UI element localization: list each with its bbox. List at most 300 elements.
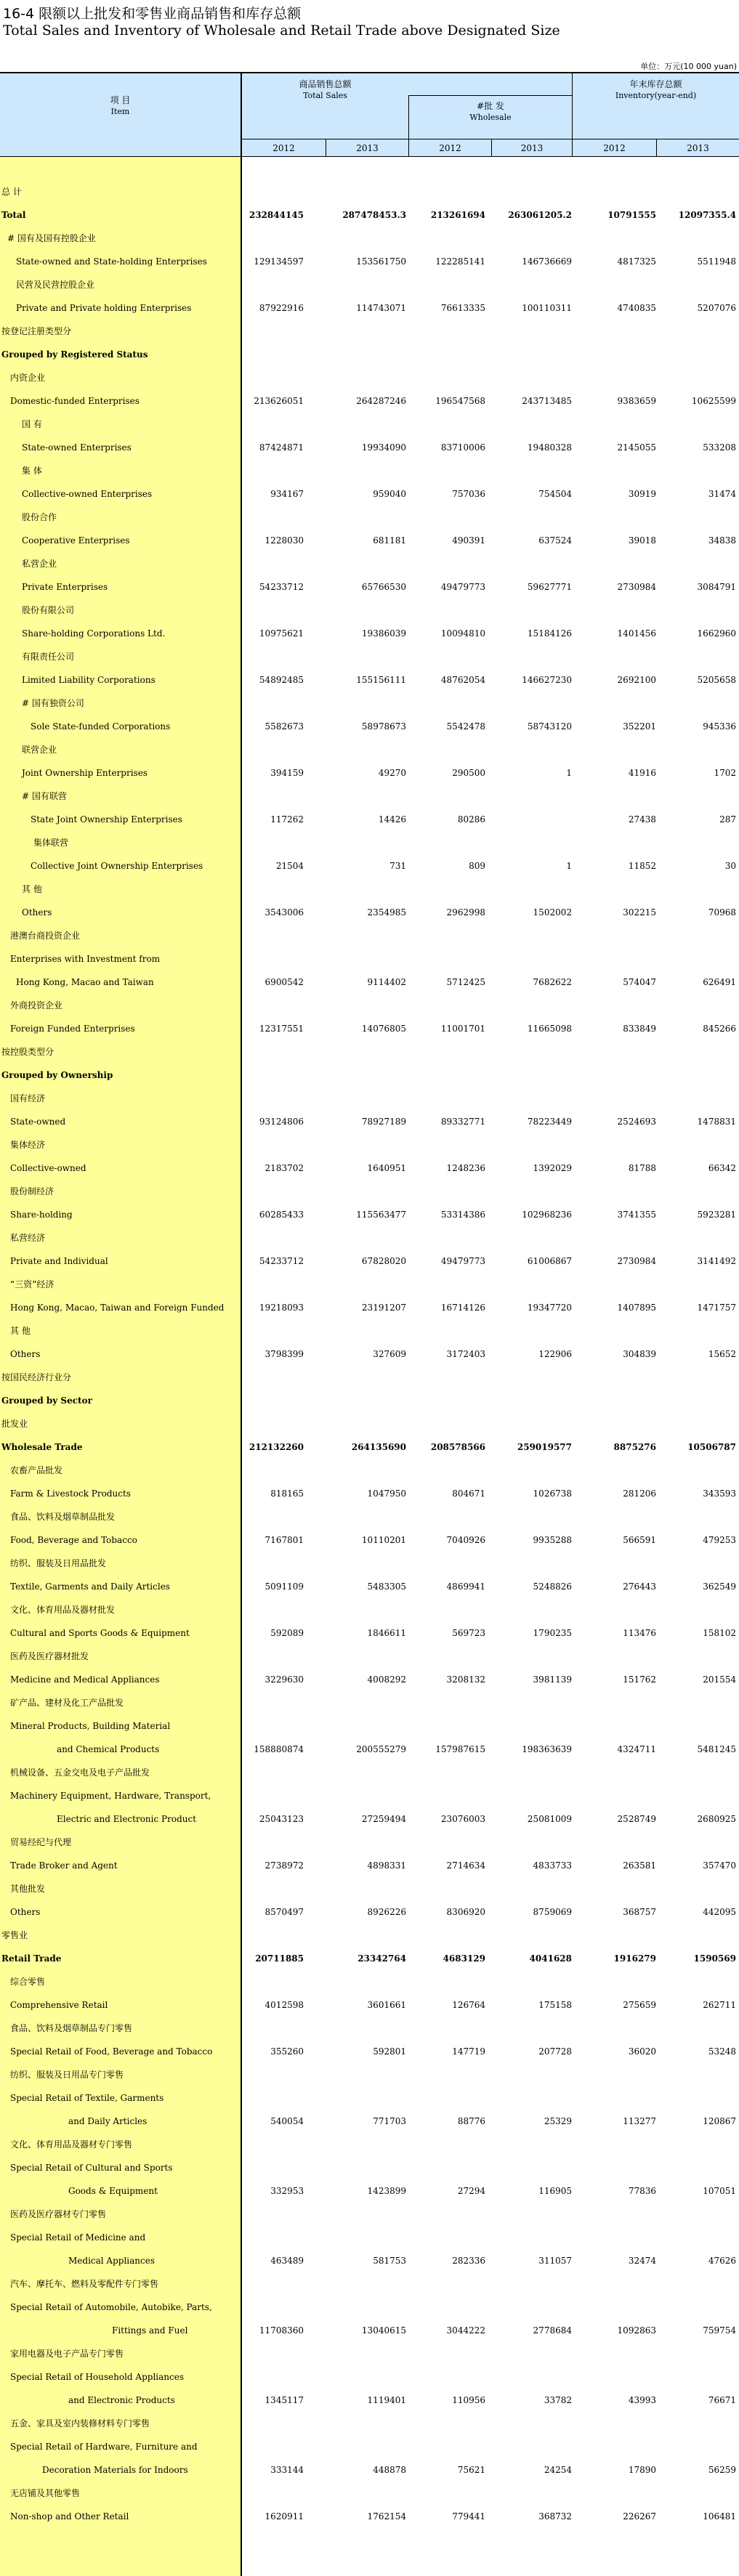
table-row bbox=[0, 324, 739, 339]
value-cell: 1702 bbox=[714, 768, 736, 778]
table-row bbox=[0, 1114, 739, 1129]
table-row bbox=[0, 2323, 739, 2338]
row-label: Electric and Electronic Product bbox=[57, 1814, 197, 1824]
table-row bbox=[0, 1045, 739, 1059]
table-row bbox=[0, 1254, 739, 1268]
row-label: # 国有联营 bbox=[22, 791, 67, 801]
value-cell: 11852 bbox=[628, 861, 656, 871]
value-cell: 1047950 bbox=[367, 1489, 406, 1499]
value-cell: 5091109 bbox=[264, 1581, 304, 1592]
row-label: 食品、饮料及烟草制品批发 bbox=[10, 1512, 116, 1522]
value-cell: 731 bbox=[389, 861, 406, 871]
value-cell: 58978673 bbox=[361, 721, 406, 732]
table-row bbox=[0, 1277, 739, 1292]
table-row bbox=[0, 533, 739, 548]
table-row bbox=[0, 626, 739, 641]
table-row bbox=[0, 231, 739, 246]
row-label: 总 计 bbox=[1, 187, 22, 197]
value-cell: 757036 bbox=[452, 489, 485, 499]
value-cell: 1092863 bbox=[617, 2325, 656, 2336]
value-cell: 14426 bbox=[378, 814, 406, 825]
value-cell: 3084791 bbox=[697, 582, 736, 592]
table-row bbox=[0, 1184, 739, 1199]
row-label: 有限责任公司 bbox=[22, 652, 75, 662]
value-cell: 566591 bbox=[623, 1535, 656, 1545]
row-label: 汽车、摩托车、燃料及零配件专门零售 bbox=[10, 2279, 159, 2289]
value-cell: 681181 bbox=[373, 535, 406, 546]
value-cell: 10791555 bbox=[607, 210, 656, 220]
row-label: 股份合作 bbox=[22, 512, 57, 522]
value-cell: 290500 bbox=[452, 768, 485, 778]
table-row bbox=[0, 1603, 739, 1617]
value-cell: 34838 bbox=[708, 535, 736, 546]
value-cell: 10975621 bbox=[259, 628, 304, 639]
value-cell: 759754 bbox=[703, 2325, 736, 2336]
row-label: 集 体 bbox=[22, 466, 42, 476]
table-header bbox=[0, 72, 739, 157]
value-cell: 25329 bbox=[544, 2116, 572, 2126]
value-cell: 463489 bbox=[270, 2256, 304, 2266]
value-cell: 1392029 bbox=[533, 1163, 572, 1173]
value-cell: 153561750 bbox=[356, 256, 406, 267]
value-cell: 80286 bbox=[457, 814, 485, 825]
value-cell: 332953 bbox=[270, 2186, 304, 2196]
value-cell: 1471757 bbox=[697, 1303, 736, 1313]
value-cell: 1502002 bbox=[533, 907, 572, 918]
table-row bbox=[0, 603, 739, 617]
value-cell: 10110201 bbox=[361, 1535, 406, 1545]
value-cell: 76671 bbox=[708, 2395, 736, 2405]
row-label: Trade Broker and Agent bbox=[10, 1860, 118, 1871]
row-label: and Electronic Products bbox=[68, 2395, 175, 2405]
value-cell: 592801 bbox=[373, 2046, 406, 2057]
value-cell: 110956 bbox=[452, 2395, 485, 2405]
value-cell: 83710006 bbox=[440, 442, 485, 453]
row-label: Private and Individual bbox=[10, 1256, 108, 1266]
value-cell: 59627771 bbox=[527, 582, 572, 592]
row-label: Mineral Products, Building Material bbox=[10, 1721, 171, 1731]
row-label: 外商投资企业 bbox=[10, 1000, 63, 1010]
table-row bbox=[0, 417, 739, 432]
value-cell: 60285433 bbox=[259, 1210, 304, 1220]
row-label: Special Retail of Automobile, Autobike, Parts, bbox=[10, 2302, 212, 2312]
value-cell: 146736669 bbox=[522, 256, 572, 267]
value-cell: 4869941 bbox=[446, 1581, 485, 1592]
table-row bbox=[0, 1463, 739, 1478]
table-row bbox=[0, 1696, 739, 1710]
value-cell: 3229630 bbox=[264, 1674, 304, 1685]
table-row bbox=[0, 2044, 739, 2059]
table-row bbox=[0, 510, 739, 524]
value-cell: 7682622 bbox=[533, 977, 572, 987]
value-cell: 394159 bbox=[270, 768, 304, 778]
row-label: Cooperative Enterprises bbox=[22, 535, 130, 546]
value-cell: 75621 bbox=[457, 2465, 485, 2475]
value-cell: 1026738 bbox=[533, 1489, 572, 1499]
value-cell: 15184126 bbox=[527, 628, 572, 639]
value-cell: 276443 bbox=[623, 1581, 656, 1592]
value-cell: 5205658 bbox=[697, 675, 736, 685]
row-label: Textile, Garments and Daily Articles bbox=[10, 1581, 170, 1592]
table-row bbox=[0, 2230, 739, 2245]
value-cell: 4833733 bbox=[533, 1860, 572, 1871]
row-label: Farm & Livestock Products bbox=[10, 1489, 131, 1499]
table-row bbox=[0, 556, 739, 571]
table-title-zh: 16-4 限额以上批发和零售业商品销售和库存总额 bbox=[3, 6, 302, 22]
row-label: 医药及医疗器材批发 bbox=[10, 1651, 89, 1661]
table-row bbox=[0, 1672, 739, 1687]
value-cell: 146627230 bbox=[522, 675, 572, 685]
value-cell: 352201 bbox=[623, 721, 656, 732]
value-cell: 23191207 bbox=[361, 1303, 406, 1313]
row-label: Domestic-funded Enterprises bbox=[10, 396, 140, 406]
value-cell: 275659 bbox=[623, 2000, 656, 2010]
row-label: State-owned Enterprises bbox=[22, 442, 132, 453]
value-cell: 8570497 bbox=[264, 1907, 304, 1917]
value-cell: 25043123 bbox=[259, 1814, 304, 1824]
value-cell: 8306920 bbox=[446, 1907, 485, 1917]
row-label: Hong Kong, Macao and Taiwan bbox=[16, 977, 154, 987]
row-label: Enterprises with Investment from bbox=[10, 954, 161, 964]
value-cell: 20711885 bbox=[255, 1953, 304, 1964]
value-cell: 2692100 bbox=[617, 675, 656, 685]
value-cell: 16714126 bbox=[440, 1303, 485, 1313]
row-label: State-owned bbox=[10, 1117, 66, 1127]
table-row bbox=[0, 2509, 739, 2524]
row-label: Special Retail of Medicine and bbox=[10, 2232, 146, 2243]
value-cell: 49479773 bbox=[440, 1256, 485, 1266]
row-label: 纺织、服装及日用品专门零售 bbox=[10, 2070, 124, 2080]
value-cell: 5542478 bbox=[446, 721, 485, 732]
table-row bbox=[0, 1649, 739, 1664]
row-label: 零售业 bbox=[1, 1930, 28, 1940]
value-cell: 1478831 bbox=[697, 1117, 736, 1127]
row-label: 国 有 bbox=[22, 419, 42, 429]
table-row bbox=[0, 2137, 739, 2152]
value-cell: 2354985 bbox=[367, 907, 406, 918]
value-cell: 2962998 bbox=[446, 907, 485, 918]
row-label: Grouped by Registered Status bbox=[1, 349, 148, 360]
value-cell: 107051 bbox=[703, 2186, 736, 2196]
row-label: 文化、体育用品及器材批发 bbox=[10, 1605, 116, 1615]
row-label: Others bbox=[10, 1349, 41, 1359]
row-label: 内资企业 bbox=[10, 373, 46, 383]
value-cell: 4817325 bbox=[617, 256, 656, 267]
value-cell: 21504 bbox=[275, 861, 304, 871]
value-cell: 7040926 bbox=[446, 1535, 485, 1545]
row-label: 民营及民营控股企业 bbox=[16, 280, 95, 290]
table-row bbox=[0, 1998, 739, 2012]
row-label: Medicine and Medical Appliances bbox=[10, 1674, 160, 1685]
value-cell: 1228030 bbox=[264, 535, 304, 546]
table-row bbox=[0, 1533, 739, 1547]
table-row bbox=[0, 278, 739, 292]
table-row bbox=[0, 2463, 739, 2477]
row-label: State-owned and State-holding Enterprises bbox=[16, 256, 207, 267]
value-cell: 117262 bbox=[270, 814, 304, 825]
value-cell: 115563477 bbox=[356, 1210, 406, 1220]
value-cell: 1 bbox=[566, 768, 572, 778]
value-cell: 8875276 bbox=[613, 1442, 656, 1452]
row-label: 医药及医疗器材专门零售 bbox=[10, 2209, 107, 2219]
value-cell: 637524 bbox=[538, 535, 572, 546]
table-row bbox=[0, 1091, 739, 1106]
table-row bbox=[0, 463, 739, 478]
value-cell: 93124806 bbox=[259, 1117, 304, 1127]
value-cell: 2730984 bbox=[617, 582, 656, 592]
value-cell: 4740835 bbox=[617, 303, 656, 313]
header-item: 项 目 Item bbox=[110, 95, 131, 116]
value-cell: 14076805 bbox=[361, 1024, 406, 1034]
row-label: 其 他 bbox=[10, 1326, 31, 1336]
value-cell: 754504 bbox=[538, 489, 572, 499]
row-label: Food, Beverage and Tobacco bbox=[10, 1535, 137, 1545]
table-row bbox=[0, 905, 739, 920]
value-cell: 122906 bbox=[538, 1349, 572, 1359]
value-cell: 19347720 bbox=[527, 1303, 572, 1313]
table-row bbox=[0, 1370, 739, 1385]
value-cell: 54233712 bbox=[259, 582, 304, 592]
row-label: Comprehensive Retail bbox=[10, 2000, 108, 2010]
value-cell: 302215 bbox=[623, 907, 656, 918]
value-cell: 30 bbox=[724, 861, 736, 871]
value-cell: 120867 bbox=[703, 2116, 736, 2126]
value-cell: 11001701 bbox=[440, 1024, 485, 1034]
value-cell: 5712425 bbox=[446, 977, 485, 987]
table-row bbox=[0, 1858, 739, 1873]
row-label: Private Enterprises bbox=[22, 582, 108, 592]
table-row bbox=[0, 2067, 739, 2082]
value-cell: 304839 bbox=[623, 1349, 656, 1359]
value-cell: 116905 bbox=[538, 2186, 572, 2196]
value-cell: 77836 bbox=[628, 2186, 656, 2196]
value-cell: 7167801 bbox=[264, 1535, 304, 1545]
table-row bbox=[0, 208, 739, 222]
value-cell: 2738972 bbox=[264, 1860, 304, 1871]
table-row bbox=[0, 2370, 739, 2384]
row-label: 批发业 bbox=[1, 1419, 28, 1429]
table-row bbox=[0, 1417, 739, 1431]
row-label: 按国民经济行业分 bbox=[1, 1372, 72, 1382]
table-row bbox=[0, 2486, 739, 2500]
header-total-sales: 商品销售总额 Total Sales bbox=[299, 79, 352, 100]
table-row bbox=[0, 2207, 739, 2221]
value-cell: 1620911 bbox=[264, 2511, 304, 2522]
row-label: Special Retail of Cultural and Sports bbox=[10, 2163, 173, 2173]
table-row bbox=[0, 1905, 739, 1919]
value-cell: 175158 bbox=[538, 2000, 572, 2010]
row-label: 集体经济 bbox=[10, 1140, 46, 1150]
table-row bbox=[0, 2253, 739, 2268]
table-row bbox=[0, 1393, 739, 1408]
value-cell: 3141492 bbox=[697, 1256, 736, 1266]
row-label: 股份有限公司 bbox=[22, 605, 75, 615]
value-cell: 3543006 bbox=[264, 907, 304, 918]
year-header: 2013 bbox=[520, 143, 544, 153]
value-cell: 25081009 bbox=[527, 1814, 572, 1824]
row-label: Private and Private holding Enterprises bbox=[16, 303, 192, 313]
value-cell: 54892485 bbox=[259, 675, 304, 685]
row-label: 食品、饮料及烟草制品专门零售 bbox=[10, 2023, 133, 2033]
value-cell: 281206 bbox=[623, 1489, 656, 1499]
table-row bbox=[0, 975, 739, 989]
value-cell: 4683129 bbox=[443, 1953, 485, 1964]
row-label: 家用电器及电子产品专门零售 bbox=[10, 2349, 124, 2359]
table-row bbox=[0, 812, 739, 827]
table-row bbox=[0, 1207, 739, 1222]
value-cell: 129134597 bbox=[254, 256, 304, 267]
table-row bbox=[0, 2300, 739, 2314]
value-cell: 212132260 bbox=[249, 1442, 304, 1452]
value-cell: 581753 bbox=[373, 2256, 406, 2266]
table-title-en: Total Sales and Inventory of Wholesale and Retail Trade above Designated Size bbox=[3, 23, 560, 39]
value-cell: 48762054 bbox=[440, 675, 485, 685]
table-row bbox=[0, 696, 739, 710]
value-cell: 198363639 bbox=[522, 1744, 572, 1754]
row-label: Non-shop and Other Retail bbox=[10, 2511, 129, 2522]
value-cell: 934167 bbox=[270, 489, 304, 499]
table-row bbox=[0, 2021, 739, 2036]
table-row bbox=[0, 1951, 739, 1966]
row-label: Special Retail of Food, Beverage and Tobacco bbox=[10, 2046, 213, 2057]
table-row bbox=[0, 1579, 739, 1594]
value-cell: 5923281 bbox=[697, 1210, 736, 1220]
value-cell: 343593 bbox=[703, 1489, 736, 1499]
row-label: Grouped by Sector bbox=[1, 1396, 92, 1406]
row-label: Joint Ownership Enterprises bbox=[22, 768, 148, 778]
value-cell: 65766530 bbox=[361, 582, 406, 592]
table-row bbox=[0, 1486, 739, 1501]
row-label: 股份制经济 bbox=[10, 1186, 54, 1196]
table-row bbox=[0, 1928, 739, 1943]
value-cell: 5248826 bbox=[533, 1581, 572, 1592]
table-row bbox=[0, 1440, 739, 1454]
table-row bbox=[0, 882, 739, 896]
row-label: Total bbox=[1, 210, 26, 220]
value-cell: 442095 bbox=[703, 1907, 736, 1917]
value-cell: 19480328 bbox=[527, 442, 572, 453]
year-header: 2012 bbox=[272, 143, 295, 153]
value-cell: 262711 bbox=[703, 2000, 736, 2010]
row-label: 纺织、服装及日用品批发 bbox=[10, 1558, 107, 1568]
value-cell: 2524693 bbox=[617, 1117, 656, 1127]
value-cell: 2714634 bbox=[446, 1860, 485, 1871]
value-cell: 12317551 bbox=[259, 1024, 304, 1034]
row-label: Collective-owned Enterprises bbox=[22, 489, 153, 499]
value-cell: 5483305 bbox=[367, 1581, 406, 1592]
row-label: Decoration Materials for Indoors bbox=[42, 2465, 188, 2475]
value-cell: 2145055 bbox=[617, 442, 656, 453]
row-label: Hong Kong, Macao, Taiwan and Foreign Funded bbox=[10, 1303, 225, 1313]
value-cell: 845266 bbox=[703, 1024, 736, 1034]
table-row bbox=[0, 1719, 739, 1733]
value-cell: 490391 bbox=[452, 535, 485, 546]
row-label: Medical Appliances bbox=[68, 2256, 156, 2266]
value-cell: 263061205.2 bbox=[508, 210, 572, 220]
row-label: Grouped by Ownership bbox=[1, 1070, 113, 1080]
value-cell: 157987615 bbox=[435, 1744, 485, 1754]
table-row bbox=[0, 789, 739, 803]
value-cell: 1790235 bbox=[533, 1628, 572, 1638]
value-cell bbox=[492, 812, 572, 827]
value-cell: 2730984 bbox=[617, 1256, 656, 1266]
value-cell: 155156111 bbox=[356, 675, 406, 685]
value-cell: 12097355.4 bbox=[678, 210, 736, 220]
row-label: 国有经济 bbox=[10, 1093, 46, 1103]
value-cell: 213261694 bbox=[430, 210, 485, 220]
value-cell: 2778684 bbox=[533, 2325, 572, 2336]
table-row bbox=[0, 649, 739, 664]
value-cell: 2680925 bbox=[697, 1814, 736, 1824]
value-cell: 533208 bbox=[703, 442, 736, 453]
table-row bbox=[0, 835, 739, 850]
table-row bbox=[0, 742, 739, 757]
value-cell: 81788 bbox=[628, 1163, 656, 1173]
row-label: “三资”经济 bbox=[10, 1279, 54, 1289]
table-row bbox=[0, 952, 739, 966]
value-cell: 1401456 bbox=[617, 628, 656, 639]
value-cell: 3798399 bbox=[264, 1349, 304, 1359]
row-label: 文化、体育用品及器材专门零售 bbox=[10, 2139, 133, 2150]
value-cell: 448878 bbox=[373, 2465, 406, 2475]
value-cell: 33782 bbox=[544, 2395, 572, 2405]
table-row bbox=[0, 1300, 739, 1315]
table-row bbox=[0, 1068, 739, 1082]
row-label: # 国有独资公司 bbox=[22, 698, 84, 708]
value-cell: 5481245 bbox=[697, 1744, 736, 1754]
value-cell: 592089 bbox=[270, 1628, 304, 1638]
unit-note: 单位：万元(10 000 yuan) bbox=[640, 62, 737, 71]
value-cell: 1119401 bbox=[367, 2395, 406, 2405]
table-row bbox=[0, 2184, 739, 2198]
value-cell: 113476 bbox=[623, 1628, 656, 1638]
value-cell: 9383659 bbox=[617, 396, 656, 406]
value-cell: 19218093 bbox=[259, 1303, 304, 1313]
value-cell: 809 bbox=[469, 861, 485, 871]
value-cell: 626491 bbox=[703, 977, 736, 987]
table-row bbox=[0, 2277, 739, 2291]
row-label: 农畜产品批发 bbox=[10, 1465, 63, 1475]
value-cell: 66342 bbox=[708, 1163, 736, 1173]
value-cell: 58743120 bbox=[527, 721, 572, 732]
value-cell: 355260 bbox=[270, 2046, 304, 2057]
row-label: 机械设备、五金交电及电子产品批发 bbox=[10, 1767, 150, 1778]
row-label: 私营经济 bbox=[10, 1233, 46, 1243]
value-cell: 569723 bbox=[452, 1628, 485, 1638]
table-row bbox=[0, 2439, 739, 2454]
value-cell: 11665098 bbox=[527, 1024, 572, 1034]
value-cell: 4898331 bbox=[367, 1860, 406, 1871]
value-cell: 78927189 bbox=[361, 1117, 406, 1127]
value-cell: 106481 bbox=[703, 2511, 736, 2522]
value-cell: 39018 bbox=[628, 535, 656, 546]
value-cell: 1248236 bbox=[446, 1163, 485, 1173]
value-cell: 213626051 bbox=[254, 396, 304, 406]
header-divider bbox=[408, 95, 572, 96]
value-cell: 264135690 bbox=[351, 1442, 406, 1452]
table-row bbox=[0, 2091, 739, 2105]
table-row bbox=[0, 370, 739, 385]
row-label: and Chemical Products bbox=[57, 1744, 160, 1754]
header-wholesale: #批 发 Wholesale bbox=[469, 101, 512, 122]
row-label: 矿产品、建材及化工产品批发 bbox=[10, 1698, 124, 1708]
value-cell: 10506787 bbox=[687, 1442, 736, 1452]
row-label: 五金、家具及室内装修材料专门零售 bbox=[10, 2418, 150, 2429]
value-cell: 11708360 bbox=[259, 2325, 304, 2336]
value-cell: 88776 bbox=[457, 2116, 485, 2126]
value-cell: 27259494 bbox=[361, 1814, 406, 1824]
value-cell: 27438 bbox=[628, 814, 656, 825]
